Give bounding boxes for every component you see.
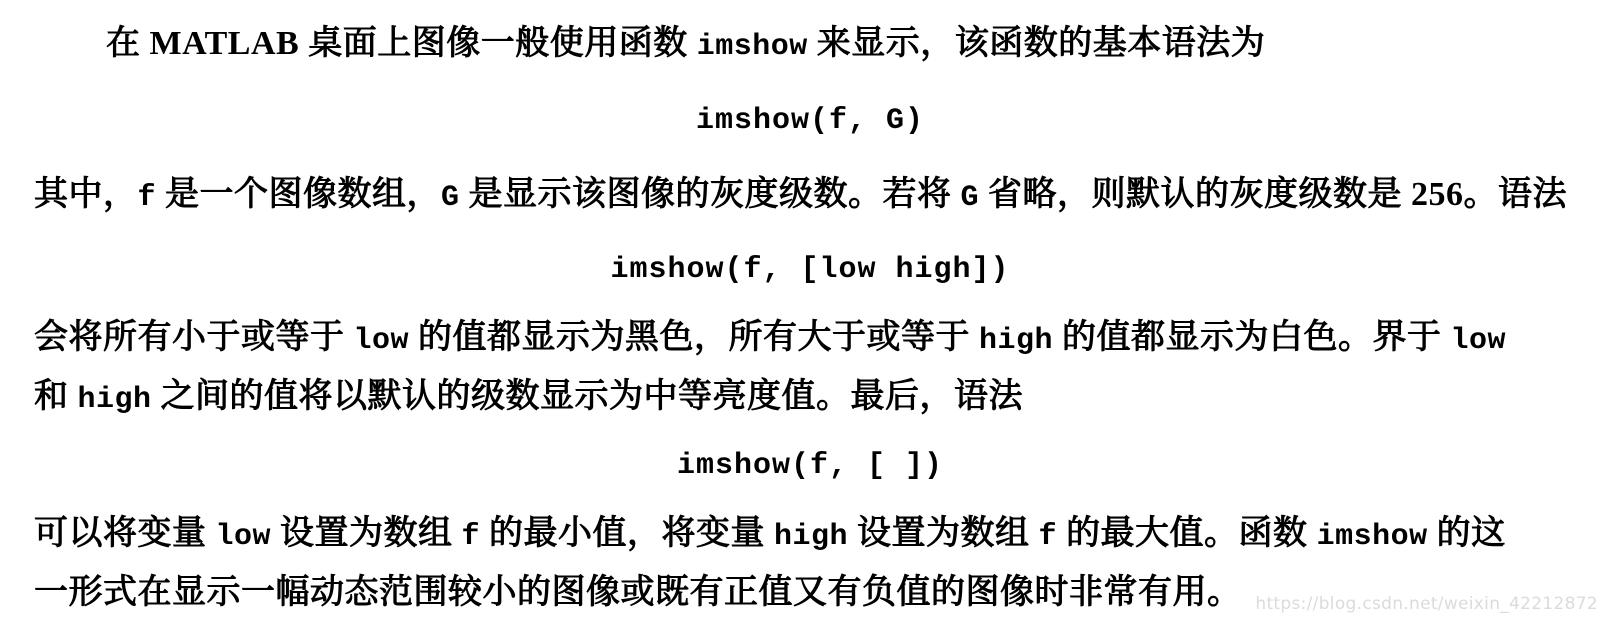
- text-segment: 会将所有小于或等于: [34, 319, 354, 356]
- text-segment: 设置为数组: [848, 515, 1039, 552]
- inline-code-low: low: [353, 324, 410, 358]
- text-segment: 之间的值将以默认的级数显示为中等亮度值。最后，语法: [151, 378, 1024, 415]
- inline-code-high: high: [979, 324, 1054, 358]
- text-line: [34, 16, 1586, 75]
- csdn-watermark: https://blog.csdn.net/weixin_42212872: [1255, 594, 1598, 614]
- text-segment: 其中，: [34, 176, 138, 213]
- paragraph-grayscale-levels: [34, 167, 1586, 226]
- inline-code-f: f: [461, 520, 481, 554]
- inline-code-g: G: [441, 181, 460, 215]
- paragraph-low-high-behavior: [34, 310, 1586, 428]
- text-line: [34, 167, 1586, 226]
- text-segment: 一形式在显示一幅动态范围较小的图像或既有正值又有负值的图像时非常有用。: [34, 574, 1242, 611]
- text-segment: 在 MATLAB 桌面上图像一般使用函数: [106, 25, 697, 62]
- text-segment: 设置为数组: [271, 515, 462, 552]
- inline-code-low: low: [215, 520, 272, 554]
- code-line-imshow-low-high: imshow(f, [low high]): [610, 253, 1010, 287]
- inline-code-imshow: imshow: [696, 30, 808, 64]
- text-line: [34, 369, 1586, 428]
- inline-code-low: low: [1450, 324, 1507, 358]
- text-segment: 的值都显示为白色。界于: [1053, 319, 1451, 356]
- inline-code-f: f: [137, 181, 157, 215]
- text-segment: 的最小值，将变量: [480, 515, 775, 552]
- inline-code-f: f: [1038, 520, 1058, 554]
- text-segment: 的最大值。函数: [1057, 515, 1317, 552]
- text-segment: 可以将变量: [34, 515, 216, 552]
- inline-code-imshow: imshow: [1316, 520, 1428, 554]
- text-segment: 是一个图像数组，: [156, 176, 442, 213]
- paragraph-intro: [34, 16, 1586, 75]
- code-line-imshow-empty-brackets: imshow(f, [ ]): [676, 449, 944, 483]
- text-line: [34, 310, 1586, 369]
- inline-code-high: high: [77, 383, 152, 417]
- text-segment: 省略，则默认的灰度级数是 256。语法: [979, 176, 1568, 213]
- text-segment: 的这: [1427, 515, 1506, 552]
- text-segment: 的值都显示为黑色，所有大于或等于: [409, 319, 980, 356]
- code-line-imshow-f-g: imshow(f, G): [695, 104, 925, 138]
- inline-code-g: G: [960, 181, 980, 215]
- text-line: [34, 506, 1586, 565]
- text-segment: 来显示，该函数的基本语法为: [807, 25, 1266, 62]
- text-segment: 和: [34, 378, 78, 415]
- inline-code-high: high: [774, 520, 849, 554]
- text-segment: 是显示该图像的灰度级数。若将: [459, 176, 961, 213]
